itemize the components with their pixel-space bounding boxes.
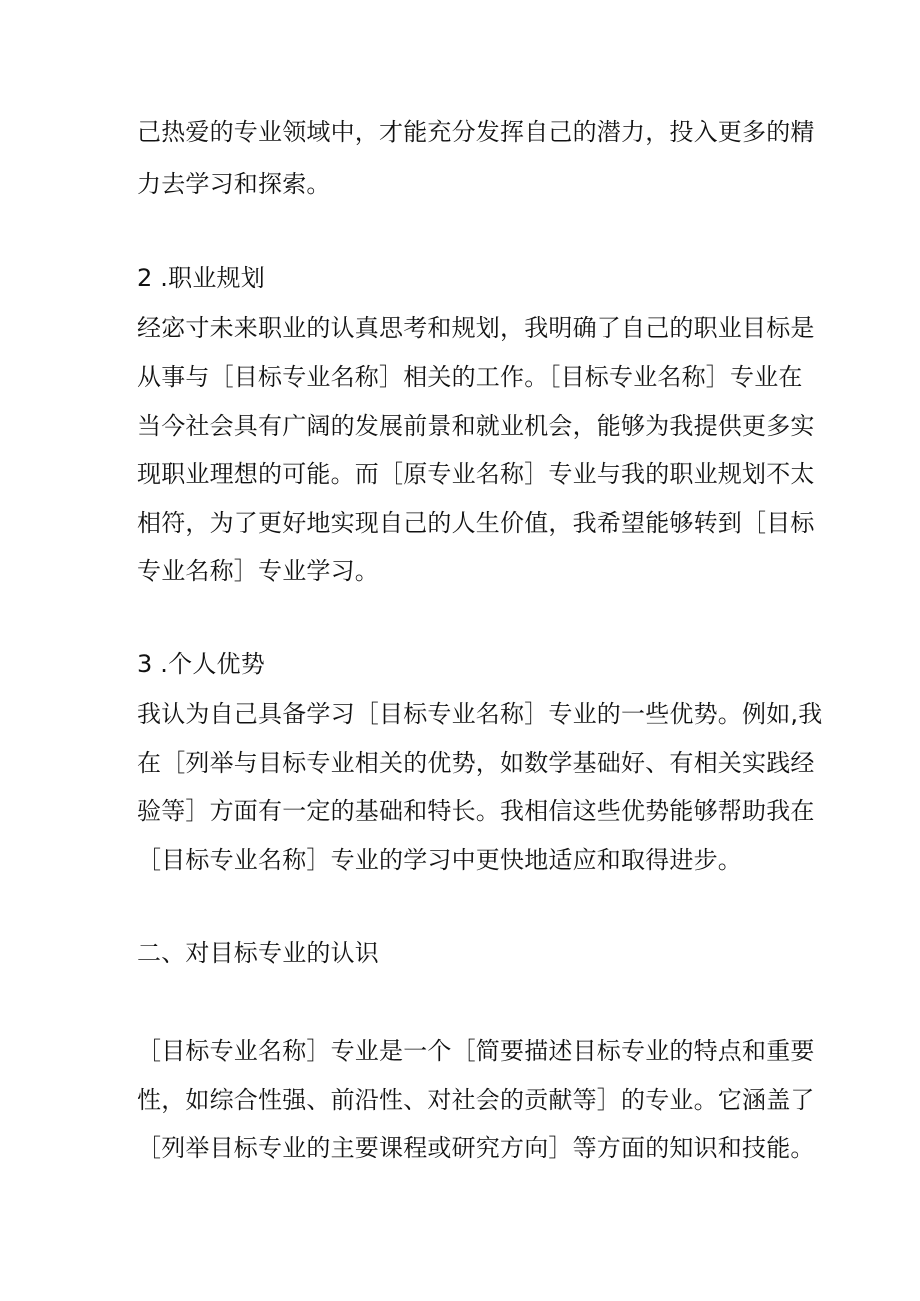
- paragraph-line: 性，如综合性强、前沿性、对社会的贡献等］的专业。它涵盖了: [137, 1086, 815, 1114]
- paragraph-line: ［目标专业名称］专业的学习中更快地适应和取得进步。: [137, 846, 742, 874]
- section-heading-personal-strengths: 3 .个人优势: [137, 650, 265, 678]
- paragraph-line: ［列举目标专业的主要课程或研究方向］等方面的知识和技能。: [137, 1134, 815, 1162]
- paragraph-line: 从事与［目标专业名称］相关的工作。［目标专业名称］专业在: [137, 363, 803, 391]
- paragraph-line: 力去学习和探索。: [137, 170, 331, 198]
- paragraph-line: 验等］方面有一定的基础和特长。我相信这些优势能够帮助我在: [137, 797, 815, 825]
- paragraph-line: 在［列举与目标专业相关的优势，如数学基础好、有相关实践经: [137, 749, 815, 777]
- paragraph-line: 我认为自己具备学习［目标专业名称］专业的一些优势。例如,我: [137, 700, 823, 728]
- paragraph-line: ［目标专业名称］专业是一个［简要描述目标专业的特点和重要: [137, 1037, 815, 1065]
- paragraph-line: 专业名称］专业学习。: [137, 557, 379, 585]
- paragraph-line: 当今社会具有广阔的发展前景和就业机会，能够为我提供更多实: [137, 412, 815, 440]
- paragraph-line: 己热爱的专业领域中，才能充分发挥自己的潜力，投入更多的精: [137, 118, 815, 146]
- paragraph-line: 经宓寸未来职业的认真思考和规划，我明确了自己的职业目标是: [137, 314, 815, 342]
- paragraph-line: 相符，为了更好地实现自己的人生价值，我希望能够转到［目标: [137, 509, 815, 537]
- paragraph-line: 现职业理想的可能。而［原专业名称］专业与我的职业规划不太: [137, 460, 815, 488]
- section-heading-target-major: 二、对目标专业的认识: [137, 939, 379, 967]
- section-heading-career-planning: 2 .职业规划: [137, 264, 265, 292]
